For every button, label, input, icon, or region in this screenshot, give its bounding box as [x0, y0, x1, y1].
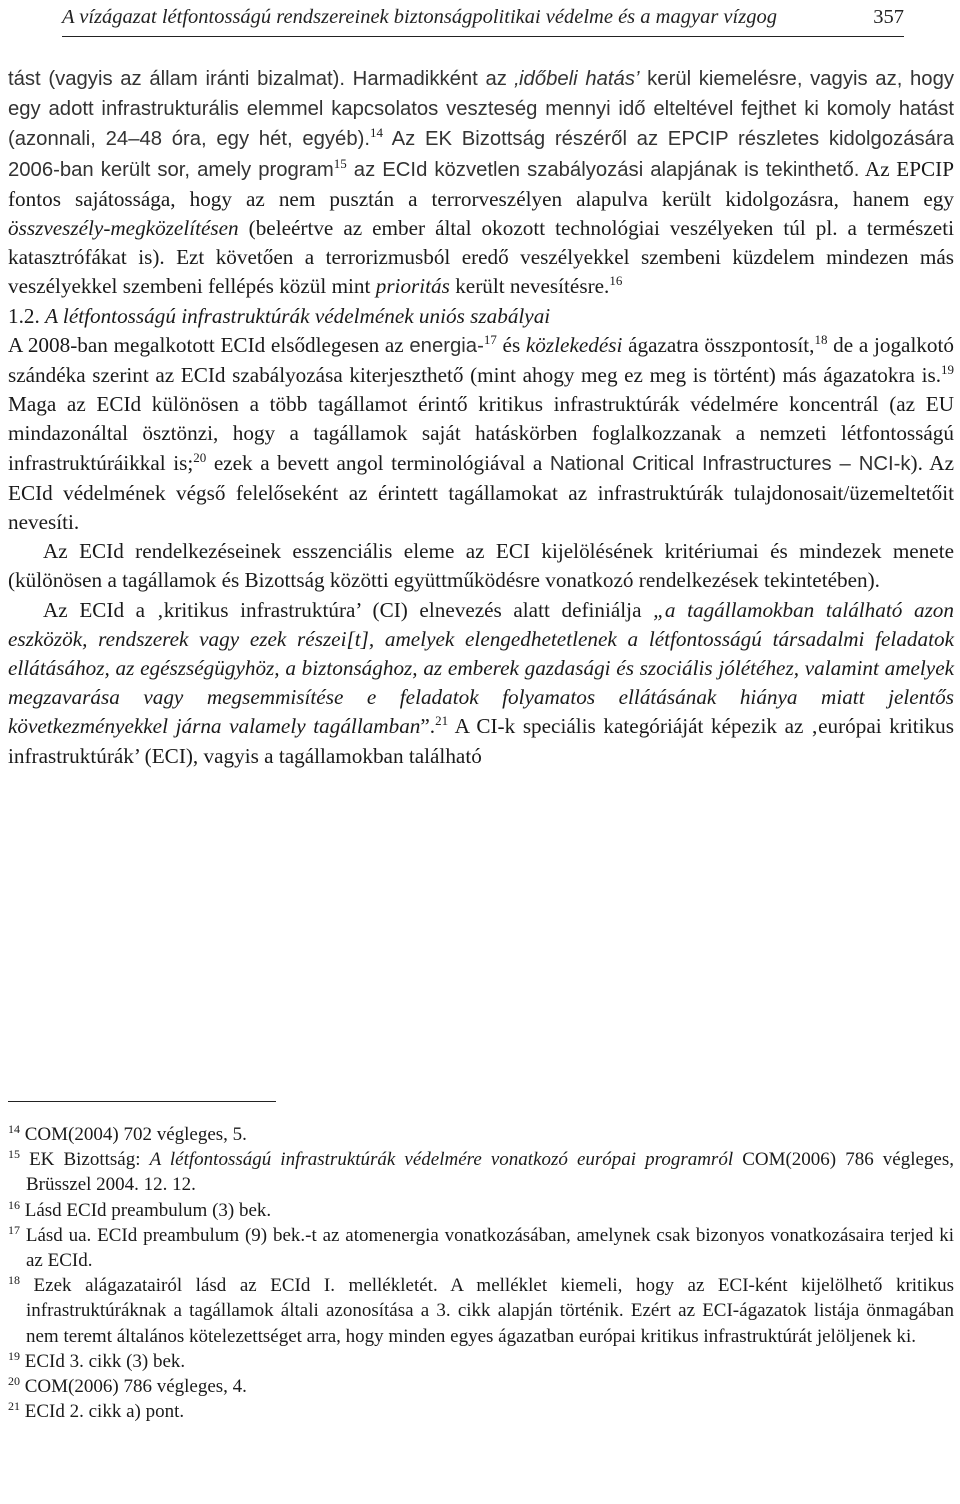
paragraph-3: Az ECId rendelkezéseinek esszenciális eleme az ECI kijelölésének kritériumai és mindezek menete (különösen a tagállamok és Bizottság közötti együttműködésre vonatkozó rendelkezések tekintetében).	[8, 539, 954, 593]
footnote-text: EK Bizottság:	[20, 1149, 150, 1171]
text-run: ). Az ECId védelmének végső felelőseként az érintett tagállamokat az infrastruktúrák tulajdonosait/üzemeltetőit nevesíti.	[8, 450, 954, 535]
paragraph-4	[8, 596, 954, 771]
italic-phrase: ‚időbeli hatás’	[514, 68, 640, 90]
footnote-number: 20	[8, 1374, 20, 1389]
text-run: ágazatra összpontosít,	[622, 332, 815, 357]
footnote-text: COM(2006) 786 végleges, Brüsszel 2004. 12. 12.	[26, 1149, 954, 1196]
footnote-text: Ezek alágazatairól lásd az ECId I. mellékletét. A melléklet kiemeli, hogy az ECI-ként kijelölhető kritikus infrastruktúráknak a tagállamok általi azonosítása a 3. cikk alapján történik. Ezért az ECI-ágazatok listája önmagában nem teremt általános kötelezettséget arra, hogy minden egyes ágazatban európai kritikus infrastruktúrát jelöljenek ki.	[20, 1275, 954, 1347]
footnote-17	[8, 1223, 954, 1273]
text-run: az ECId közvetlen szabályozási alapjának is tekinthető.	[346, 158, 860, 181]
text-run: Maga az ECId különösen a több tagállamot érintő kritikus infrastruktúrák védelmére koncentrál (az EU mindazonáltal ösztönzi, hogy a tagállamok saját hatáskörben foglalkozzanak a nemzeti létfontosságú infrastruktúráikkal is;	[8, 392, 954, 475]
footnotes	[8, 1122, 954, 1424]
footnote-number: 15	[8, 1147, 20, 1162]
text-run: Az EPCIP fontos sajátossága, hogy az nem pusztán a terrorveszélyen alapulva került kidolgozásra, hanem egy	[8, 156, 955, 211]
text-run: Az EK Bizottság részéről az EPCIP részletes kidolgozására 2006-ban került sor, amely program	[8, 128, 954, 181]
footnote-20	[8, 1374, 954, 1399]
italic-phrase: közlekedési	[525, 332, 623, 357]
text-run: Az ECId a ‚kritikus infrastruktúra’ (CI) elnevezés alatt definiálja	[43, 597, 654, 622]
footnote-number: 14	[8, 1122, 20, 1136]
text-run: A CI-k speciális kategóriáját képezik az ‚európai kritikus infrastruktúrák’ (ECI), vagyis a tagállamokban található	[8, 714, 954, 768]
paragraph-1	[8, 64, 954, 302]
footnote-text: COM(2004) 702 végleges, 5.	[20, 1124, 247, 1145]
footnote-text: Lásd ECId preambulum (3) bek.	[20, 1199, 272, 1221]
italic-phrase: prioritás	[375, 274, 450, 299]
footnote-text: ECId 3. cikk (3) bek.	[20, 1350, 186, 1372]
italic-quote: „a tagállamokban található azon eszközök, rendszerek vagy ezek részei[t], amelyek elengedhetetlenek a létfontosságú társadalmi feladatok ellátásához, az egészségügyhöz, a biztonsághoz, az emberek gazdasági és szociális jólétéhez, valamint amelyek megzavarása vagy megsemmisítése e feladatok folyamatos ellátásának hiánya miatt jelentős következményekkel járna valamely tagállamban	[8, 597, 954, 739]
footnote-number: 17	[8, 1222, 20, 1237]
paragraph-2	[8, 331, 954, 537]
footnote-text: Lásd ua. ECId preambulum (9) bek.-t az atomenergia vonatkozásában, amelynek csak bizonyos vonatkozásaira terjed ki az ECId.	[20, 1224, 954, 1272]
main-text	[8, 64, 954, 771]
text-run: és	[496, 332, 526, 357]
text-run: de a jogalkotó szándéka szerint az ECId szabályozása kiterjeszthető (mint ahogy meg ez meg is történt) más ágazatokra is.	[8, 332, 954, 388]
page-number: 357	[873, 6, 904, 28]
section-number: 1.2.	[8, 303, 40, 328]
footnote-italic: A létfontosságú infrastruktúrák védelmére vonatkozó európai programról	[149, 1149, 734, 1171]
footnote-text: COM(2006) 786 végleges, 4.	[20, 1376, 247, 1398]
footnote-ref-18[interactable]: 18	[814, 331, 828, 347]
text-run: (beleértve az ember által okozott technológiai veszélyeken túl pl. a természeti katasztrófákat is). Ezt követően a terrorizmusból eredő veszélyekkel szembeni küzdelem mindezen más veszélyekkel szembeni fellépés közül mint	[8, 216, 954, 299]
text-run: ezek a bevett angol terminológiával a	[206, 450, 550, 475]
footnote-number: 16	[8, 1197, 20, 1212]
text-run: került nevesítésre.	[449, 274, 610, 299]
footnote-ref-19[interactable]: 19	[941, 362, 954, 378]
footnote-19	[8, 1349, 954, 1374]
footnote-number: 19	[8, 1348, 20, 1363]
footnote-ref-16[interactable]: 16	[609, 273, 623, 289]
footnote-16	[8, 1198, 954, 1223]
text-run: ”.	[420, 714, 436, 739]
italic-phrase: összveszély-megközelítésen	[8, 216, 239, 241]
footnote-text: ECId 2. cikk a) pont.	[20, 1401, 185, 1423]
footnote-15	[8, 1147, 954, 1197]
footnote-18	[8, 1273, 954, 1349]
footnote-ref-14[interactable]: 14	[369, 125, 383, 141]
footnote-ref-20[interactable]: 20	[193, 449, 207, 465]
section-title: A létfontosságú infrastruktúrák védelmének uniós szabályai	[45, 303, 551, 328]
footnote-14	[8, 1122, 954, 1147]
footnote-ref-17[interactable]: 17	[483, 331, 497, 347]
section-heading	[8, 302, 954, 331]
text-run: A 2008-ban megalkotott ECId elsődlegesen az	[8, 332, 410, 357]
text-run: National Critical Infrastructures – NCI-k	[549, 452, 911, 475]
text-run: kerül kiemelésre, vagyis az, hogy egy adott infrastrukturális elemmel kapcsolatos veszteség mennyi idő elteltével fejthet ki komoly hatást (azonnali, 24–48 óra, egy hét, egyéb).	[8, 68, 954, 151]
footnote-number: 18	[8, 1273, 20, 1288]
running-header	[62, 2, 904, 37]
footnote-divider	[8, 1101, 276, 1102]
running-header-title: A vízágazat létfontosságú rendszereinek biztonságpolitikai védelme és a magyar vízgog	[62, 6, 777, 28]
footnote-ref-15[interactable]: 15	[333, 155, 347, 171]
footnote-ref-21[interactable]: 21	[435, 713, 449, 729]
footnote-21	[8, 1399, 954, 1424]
text-run: tást (vagyis az állam iránti bizalmat). Harmadikként az	[8, 68, 515, 90]
text-run: energia-	[409, 334, 484, 357]
footnote-number: 21	[8, 1399, 20, 1414]
